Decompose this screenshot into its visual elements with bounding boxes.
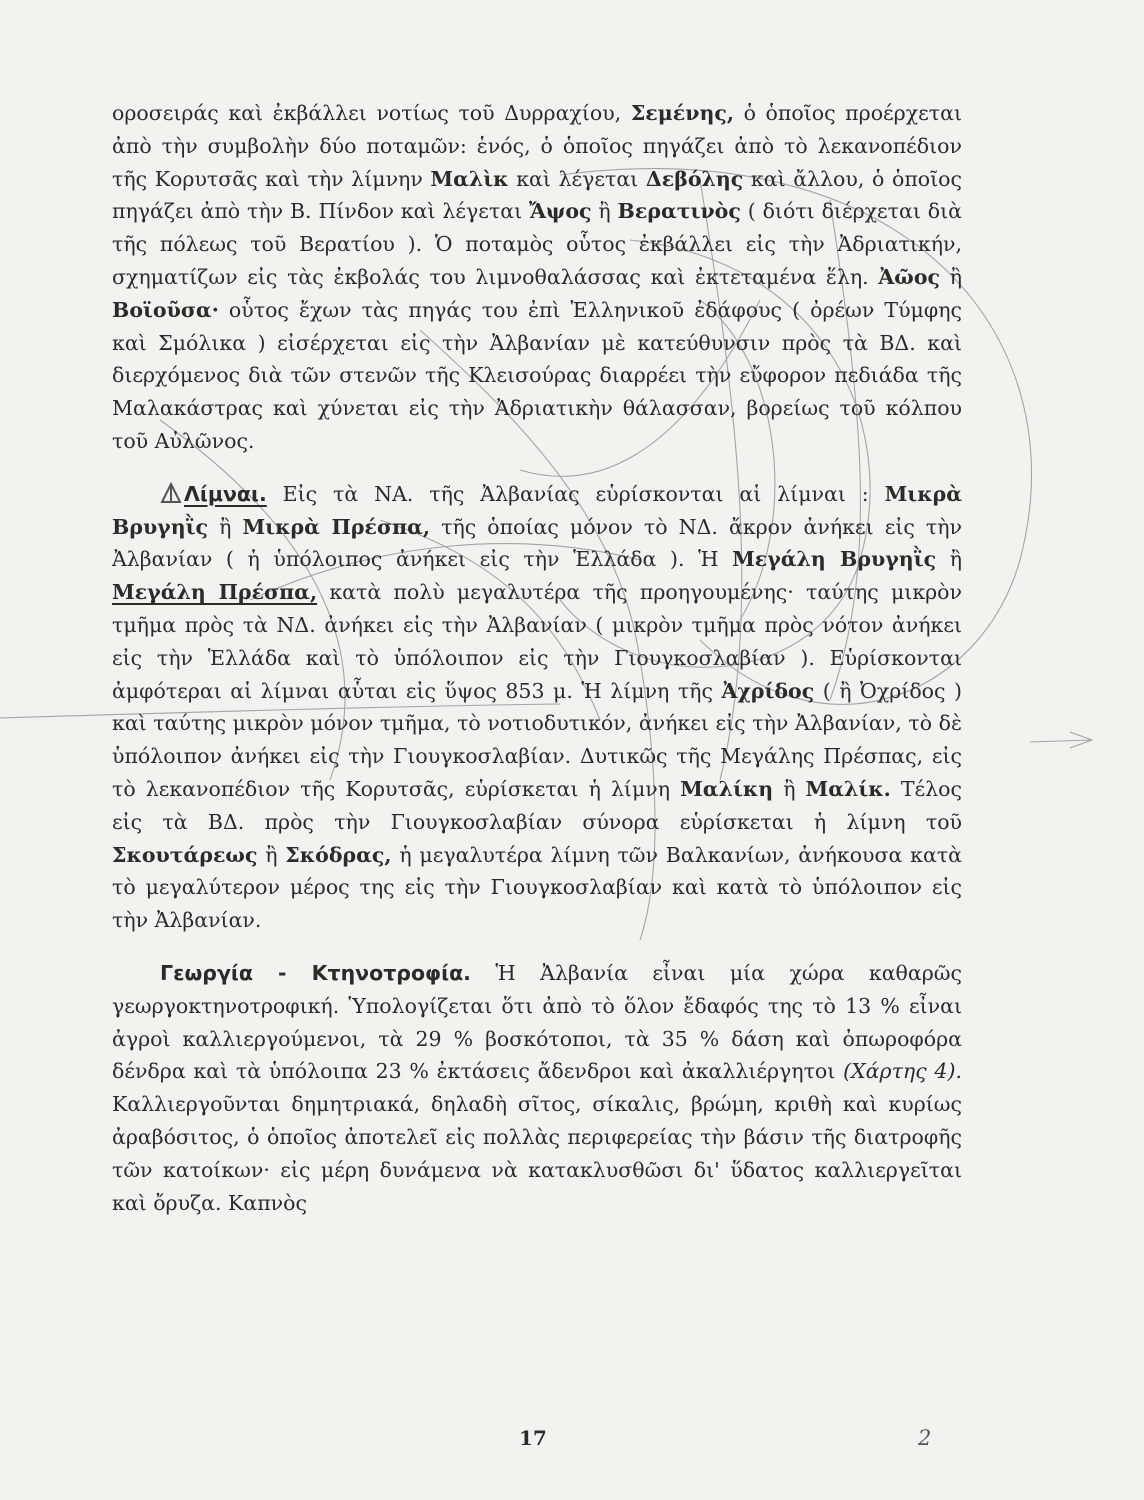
text-run: ἡ μεγαλυτέρα λίμνη τῶν Βαλκανίων, ἀνήκουσα κατὰ τὸ μεγαλύτερον μέρος της εἰς τὴν Γιουγκοσλαβίαν καὶ κατὰ τὸ ὑπόλοιπον εἰς τὴν Ἀλβανίαν. [112,842,962,933]
text-run: καὶ λέγεται [508,166,646,191]
paragraph-lakes [112,478,962,937]
pencil-triangle-icon [160,482,182,504]
bold-term-beratinos: Βερατινὸς [617,199,741,224]
text-run: καὶ ἄλλου, ὁ ὁποῖος πηγάζει ἀπὸ τὴν Β. Πίνδον καὶ λέγεται [112,166,962,224]
text-run: Ἡ Ἀλβανία εἶναι μία χώρα καθαρῶς γεωργοκτηνοτροφική. Ὑπολογίζεται ὅτι ἀπὸ τὸ ὅλον ἔδαφός της τὸ 13 % εἶναι ἀγροὶ καλλιεργούμενοι, τὰ 29 % βοσκότοποι, τὰ 35 % δάση καὶ ὀπωροφόρα δένδρα καὶ τὰ ὑπόλοιπα 23 % ἐκτάσεις ἄδενδροι καὶ ἀκαλλιέργητοι [112,960,962,1084]
text-run: ἢ [940,264,962,289]
bold-term-apsos: Ἄψος [529,199,592,224]
sheet-number: 2 [918,1426,932,1450]
text-run: Εἰς τὰ ΝΑ. τῆς Ἀλβανίας εὑρίσκονται αἱ λίμναι : [266,481,885,506]
bold-term-megali-vrygiis: Μεγάλη Βρυγηῒς [732,547,937,572]
text-run: οροσειράς καὶ ἐκβάλλει νοτίως τοῦ Δυρραχίου, [112,101,631,125]
map-reference: (Χάρτης 4). [843,1059,962,1084]
bold-term-voiousa: Βοϊοῦσα· [112,297,219,322]
section-heading-lakes: Λίμναι. [184,481,267,506]
bold-term-devolis: Δεβόλης [645,166,744,191]
text-run: ἢ [936,547,962,572]
paragraph-agriculture [112,957,962,1219]
bold-term-malik: Μαλὶκ [430,166,509,191]
text-run: ἢ [257,842,286,867]
text-run: κατὰ πολὺ μεγαλυτέρα τῆς προηγουμένης· ταύτης μικρὸν τμῆμα πρὸς τὰ ΝΔ. ἀνήκει εἰς τὴν Ἀλβανίαν ( μικρὸν τμῆμα πρὸς νότον ἀνήκει εἰς τὴν Ἑλλάδα καὶ τὸ ὑπόλοιπον εἰς τὴν Γιουγκοσλαβίαν ). Εὑρίσκονται ἀμφότεραι αἱ λίμναι αὗται εἰς ὕψος 853 μ. Ἡ λίμνη τῆς [112,580,962,703]
bold-term-megali-prespa: Μεγάλη Πρέσπα, [112,580,318,605]
bold-term-achridos: Ἀχρίδος [721,678,815,703]
bold-term-malik-2: Μαλίκ. [805,776,891,801]
paragraph-rivers [112,97,962,458]
text-run: ( διότι διέρχεται διὰ τῆς πόλεως τοῦ Βερατίου ). Ὁ ποταμὸς οὗτος ἐκβάλλει εἰς τὴν Ἀδριατικήν, σχηματίζων εἰς τὰς ἐκβολάς του λιμνοθαλάσσας καὶ ἐκτεταμένα ἕλη. [112,199,962,289]
text-body [112,97,962,1219]
bold-term-maliki: Μαλίκη [680,776,774,801]
bold-term-skodras: Σκόδρας, [285,842,392,867]
text-run: ὁ ὁποῖος προέρχεται ἀπὸ τὴν συμβολὴν δύο ποταμῶν: ἑνός, ὁ ὁποῖος πηγάζει ἀπὸ τὸ λεκανοπέδιον τῆς Κορυτσᾶς καὶ τὴν λίμνην [112,101,962,191]
text-run: Καλλιεργοῦνται δημητριακά, δηλαδὴ σῖτος, σίκαλις, βρώμη, κριθὴ καὶ κυρίως ἀραβόσιτος, ὁ ὁποῖος ἀποτελεῖ εἰς πολλὰς περιφερείας τὴν βάσιν τῆς διατροφῆς τῶν κατοίκων· εἰς μέρη δυνάμενα νὰ κατακλυσθῶσι δι' ὕδατος καλλιεργεῖται καὶ ὄρυζα. Καπνὸς [112,1092,962,1215]
bold-term-skoutareos: Σκουτάρεως [112,842,258,867]
bold-term-mikra-prespa: Μικρὰ Πρέσπα, [242,514,431,539]
page-number: 17 [519,1426,547,1450]
bold-term-aoos: Ἀῶος [878,264,940,289]
text-run: ἢ [773,776,806,801]
text-run: ( ἢ Ὀχρίδος ) καὶ ταύτης μικρὸν μόνον τμῆμα, τὸ νοτιοδυτικόν, ἀνήκει εἰς τὴν Ἀλβανίαν, τὸ δὲ ὑπόλοιπον ἀνήκει εἰς τὴν Γιουγκοσλαβίαν. Δυτικῶς τῆς Μεγάλης Πρέσπας, εἰς τὸ λεκανοπέδιον τῆς Κορυτσᾶς, εὑρίσκεται ἡ λίμνη [112,678,962,801]
pencil-arrow [1030,732,1092,748]
bold-term-semenis: Σεμένης, [630,101,734,125]
section-heading-agriculture: Γεωργία - Κτηνοτροφία. [160,960,471,985]
text-run: ἢ [591,199,618,224]
text-run: ἢ [208,514,243,539]
text-run: Τέλος εἰς τὰ ΒΔ. πρὸς τὴν Γιουγκοσλαβίαν σύνορα εὑρίσκεται ἡ λίμνη τοῦ [112,776,962,834]
text-run: οὗτος ἔχων τὰς πηγάς του ἐπὶ Ἑλληνικοῦ ἐδάφους ( ὀρέων Τύμφης καὶ Σμόλικα ) εἰσέρχεται εἰς τὴν Ἀλβανίαν μὲ κατεύθυνσιν πρὸς τὰ ΒΔ. καὶ διερχόμενος διὰ τῶν στενῶν τῆς Κλεισούρας διαρρέει τὴν εὔφορον πεδιάδα τῆς Μαλακάστρας καὶ χύνεται εἰς τὴν Ἀδριατικὴν θάλασσαν, βορείως τοῦ κόλπου τοῦ Αὐλῶνος. [112,297,962,453]
bold-term-mikra-vrygiis: Μικρὰ Βρυγηῒς [112,481,962,539]
text-run: τῆς ὁποίας μόνον τὸ ΝΔ. ἄκρον ἀνήκει εἰς τὴν Ἀλβανίαν ( ἡ ὑπόλοιπος ἀνήκει εἰς τὴν Ἑλλάδα ). Ἡ [112,514,962,572]
